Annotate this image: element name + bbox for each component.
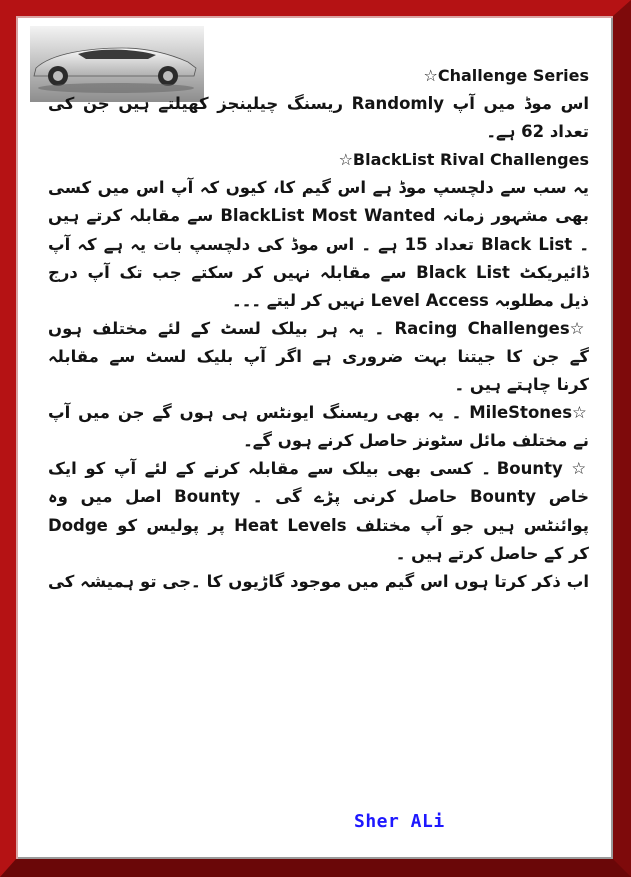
text-line: خاص Bounty حاصل کرنی پڑے گی ۔ Bounty اصل میں وہ <box>48 487 589 507</box>
text-line: بھی مشہور زمانہ BlackList Most Wanted سے مقابلہ کرتے ہیں <box>48 206 589 226</box>
text-line: اس موڈ میں آپ Randomly ریسنگ چیلینجز کھیلتے ہیں جن کی <box>48 94 589 114</box>
text-line: یہ سب سے دلچسپ موڈ ہے اس گیم کا، کیوں کہ آپ اس میں کسی <box>48 178 589 198</box>
text-line: کر کے حاصل کرتے ہیں ۔ <box>395 543 589 563</box>
document-page <box>18 18 611 857</box>
heading-challenge-series: Challenge Series☆ <box>423 66 589 85</box>
urdu-text-block <box>48 62 589 596</box>
heading-blacklist-rival-challenges: BlackList Rival Challenges☆ <box>338 150 589 170</box>
text-line: ڈائیریکٹ Black List سے مقابلہ نہیں کر سکتے جب تک آپ درج <box>48 262 589 282</box>
text-line: ☆Racing Challenges ۔ یہ ہر بیلک لسٹ کے لئے مختلف ہوں <box>48 318 589 338</box>
text-line: نے مختلف مائل سٹونز حاصل کرنے ہوں گے۔ <box>243 431 589 451</box>
text-line: کرنا چاہتے ہیں ۔ <box>454 375 589 395</box>
text-line: ۔ Black List تعداد 15 ہے ۔ اس موڈ کی دلچسپ بات یہ ہے کہ آپ <box>48 234 589 254</box>
text-line: ☆MileStones ۔ یہ بھی ریسنگ ایونٹس ہی ہوں گے جن میں آپ <box>48 403 589 423</box>
text-line: اب ذکر کرتا ہوں اس گیم میں موجود گاڑیوں کا ۔جی تو ہمیشہ کی <box>48 571 589 591</box>
author-signature: Sher ALi <box>354 811 445 832</box>
text-line: ذیل مطلوبہ Level Access نہیں کر لیتے ۔۔۔ <box>232 290 589 310</box>
text-line: ☆ Bounty ۔ کسی بھی بیلک سے مقابلہ کرنے کے لئے آپ کو ایک <box>48 459 589 479</box>
text-line: پوائنٹس ہیں جو آپ مختلف Heat Levels پر پولیس کو Dodge <box>48 515 589 535</box>
text-line: تعداد 62 ہے۔ <box>486 122 589 142</box>
text-line: گے جن کا جیتنا بہت ضروری ہے اگر آپ بلیک لسٹ سے مقابلہ <box>48 346 589 366</box>
